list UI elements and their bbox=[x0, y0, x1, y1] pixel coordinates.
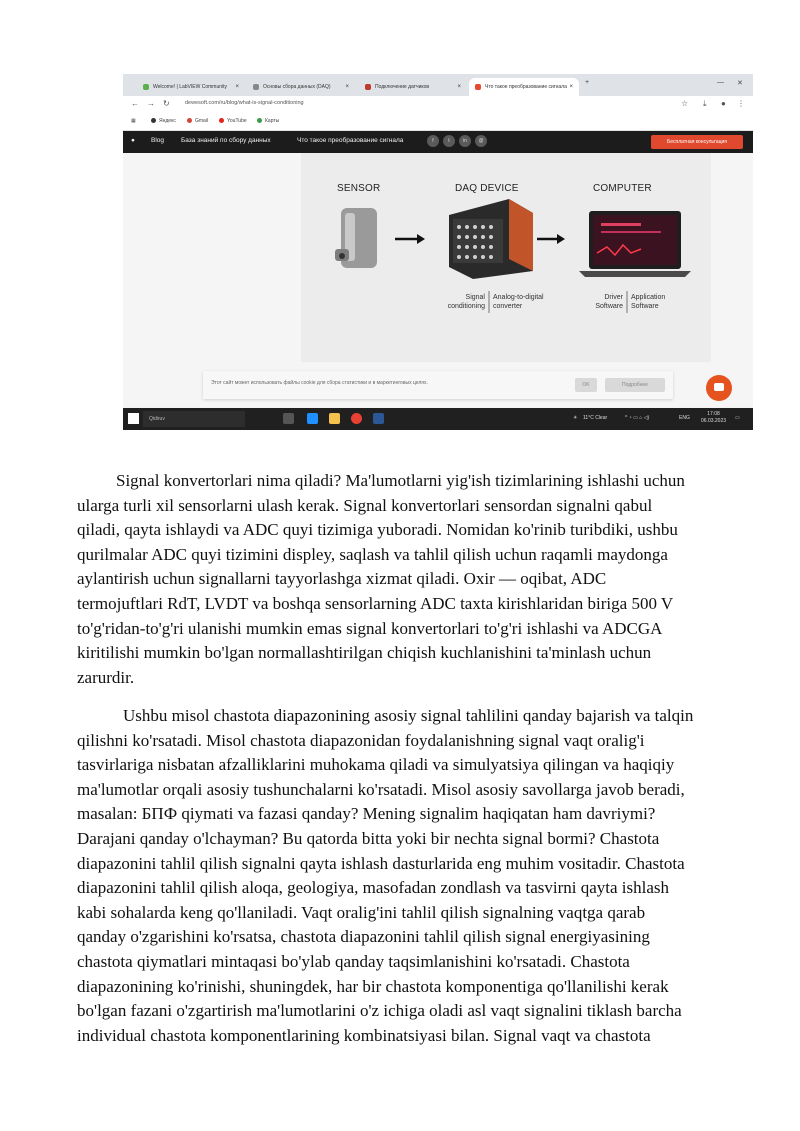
sensor-label: SENSOR bbox=[337, 183, 381, 194]
bookmark-item[interactable] bbox=[257, 118, 279, 124]
file-explorer-icon[interactable] bbox=[329, 413, 340, 424]
close-icon[interactable]: × bbox=[457, 84, 461, 90]
text-line: diapazonining ko'rinishi, shuningdek, har bir chastota komponentiga qo'llanilishi kerak bbox=[77, 976, 669, 996]
bookmark-label: Карты bbox=[265, 118, 280, 124]
text-line: termojuftlari RdT, LVDT va boshqa sensorlarning ADC taxta kirishlaridan biriga 500 V bbox=[77, 593, 674, 613]
tab-label: Подключение датчиков bbox=[375, 84, 430, 90]
text-line: Darajani qanday o'lchayman? Bu qatorda bitta yoki bir nechta signal bormi? Chastota bbox=[77, 828, 660, 848]
edge-icon[interactable] bbox=[307, 413, 318, 424]
browser-tab-bar bbox=[123, 74, 753, 96]
browser-tab-active[interactable] bbox=[469, 78, 579, 96]
tab-favicon-icon bbox=[365, 84, 371, 90]
cookie-more-button[interactable]: Подробнее bbox=[605, 378, 665, 392]
diagram-graphics bbox=[301, 153, 711, 362]
text-line: to'g'ridan-to'g'ri ulanishi mumkin emas signal konvertorlari to'g'ri ishlashi va ADCGA bbox=[77, 618, 663, 638]
consultation-button[interactable]: Бесплатная консультация bbox=[651, 135, 743, 149]
back-icon[interactable]: ← bbox=[131, 99, 139, 108]
text-line: aylantirish uchun signallarni tayyorlashga xizmat qiladi. Oxir — oqibat, ADC bbox=[77, 569, 607, 589]
text-line: tasvirlariga nisbatan afzalliklarini muhokama qiladi va simulyatsiya qilingan va haqiqiy bbox=[77, 755, 675, 775]
apps-icon[interactable]: ▦ bbox=[131, 118, 136, 124]
input-language[interactable]: ENG bbox=[679, 415, 690, 421]
adc-label bbox=[493, 293, 544, 311]
tab-label: Welcome! | LabVIEW Community bbox=[153, 84, 228, 90]
driver-software-label bbox=[583, 293, 623, 311]
page-content bbox=[123, 153, 753, 407]
browser-tab[interactable] bbox=[359, 78, 467, 96]
share-twitter-icon[interactable]: t bbox=[443, 135, 455, 147]
diagram-text: Driver bbox=[604, 294, 623, 301]
taskbar-search-placeholder: Qidiruv bbox=[149, 416, 165, 422]
weather-icon: ☀ bbox=[573, 415, 578, 421]
system-tray-icons[interactable]: ^ ◔ ▭ ⌂ ◁) bbox=[625, 415, 650, 421]
windows-start-icon[interactable] bbox=[128, 413, 139, 424]
text-line: bo'lgan fazani o'zgartirish ma'lumotlarini o'z ichiga oladi asl vaqt signalini tiklash barcha bbox=[77, 1001, 682, 1021]
close-icon[interactable]: × bbox=[345, 84, 349, 90]
text-line: diapazonini tahlil qilish signalni qayta ishlash dasturlarida eng muhim vositadir. Chastota bbox=[77, 853, 685, 873]
task-view-icon[interactable] bbox=[283, 413, 294, 424]
text-line: qilishni ko'rsatadi. Misol chastota diapazonidan foydalanishning signal vaqt oralig'i bbox=[77, 730, 645, 750]
new-tab-icon[interactable]: + bbox=[585, 79, 590, 86]
tab-label: Что такое преобразование сигнала bbox=[485, 84, 567, 90]
notifications-icon[interactable]: ▭ bbox=[735, 415, 740, 421]
clock-date: 06.03.2023 bbox=[701, 418, 727, 424]
application-software-label bbox=[631, 293, 665, 311]
bookmark-label: Яндекс bbox=[159, 118, 176, 124]
text-line: individual chastota komponentlarining kombinatsiyasi bilan. Signal vaqt va chastota bbox=[77, 1025, 651, 1045]
bookmarks-bar bbox=[123, 114, 753, 131]
text-line: ma'lumotlar orqali asosiy tushunchalarni ko'rsatadi. Misol asosiy savollarga javob beradi, bbox=[77, 779, 685, 799]
text-line: masalan: БПФ qiymati va fazasi qanday? Mening signalim haqiqatan ham davriymi? bbox=[77, 804, 656, 824]
bookmark-item[interactable] bbox=[187, 118, 208, 124]
arrow-icon bbox=[395, 234, 425, 244]
browser-tab[interactable] bbox=[247, 78, 355, 96]
minimize-icon[interactable]: — bbox=[717, 79, 724, 86]
tab-favicon-icon bbox=[475, 84, 481, 90]
text-line: qanday o'zgarishini ko'rsatsa, chastota diapazonini tahlil qilish signal energiyasining bbox=[77, 927, 650, 947]
text-line: qiladi, qayta ishlaydi va ADC quyi tizimiga yuboradi. Nomidan ko'rinib turibdiki, ushbu bbox=[77, 520, 678, 540]
cookie-banner bbox=[203, 371, 673, 399]
signal-conditioning-label bbox=[431, 293, 485, 311]
close-window-icon[interactable]: ✕ bbox=[737, 80, 743, 87]
cookie-ok-button[interactable]: OK bbox=[575, 378, 597, 392]
share-email-icon[interactable]: @ bbox=[475, 135, 487, 147]
close-icon[interactable]: × bbox=[235, 84, 239, 90]
nav-knowledge-base-link[interactable]: База знаний по сбору данных bbox=[181, 137, 271, 144]
text-line: Signal konvertorlari nima qiladi? Ma'lumotlarni yig'ish tizimlarining ishlashi uchun bbox=[116, 471, 685, 490]
computer-label: COMPUTER bbox=[593, 183, 652, 194]
bookmark-item[interactable] bbox=[219, 118, 247, 124]
daq-device-label: DAQ DEVICE bbox=[455, 183, 519, 194]
diagram-text: Software bbox=[631, 303, 659, 310]
diagram-text: converter bbox=[493, 303, 523, 310]
menu-icon[interactable]: ⋮ bbox=[737, 99, 745, 108]
sensor-image bbox=[335, 208, 377, 268]
chat-widget-icon[interactable] bbox=[706, 375, 732, 401]
close-icon[interactable]: × bbox=[569, 84, 573, 90]
bookmark-label: YouTube bbox=[227, 118, 247, 124]
diagram-text: Signal bbox=[465, 294, 485, 301]
windows-taskbar bbox=[123, 408, 753, 430]
forward-icon[interactable]: → bbox=[147, 99, 155, 108]
text-line: chastota qiymatlari mintaqasi bo'ylab qanday taqsimlanishini ko'rsatadi. Chastota bbox=[77, 951, 630, 971]
text-line: zarurdir. bbox=[77, 667, 135, 687]
diagram-text: Analog-to-digital bbox=[493, 294, 544, 301]
profile-icon[interactable]: ● bbox=[721, 99, 726, 108]
site-logo-icon[interactable]: ● bbox=[131, 137, 135, 144]
nav-blog-link[interactable]: Blog bbox=[151, 137, 165, 144]
reload-icon[interactable]: ↻ bbox=[163, 99, 170, 108]
paragraph-1 bbox=[77, 469, 757, 690]
diagram-text: conditioning bbox=[447, 303, 485, 310]
browser-tab[interactable] bbox=[137, 78, 245, 96]
daq-device-image bbox=[449, 199, 533, 279]
paragraph-2 bbox=[77, 704, 757, 1048]
embedded-screenshot bbox=[123, 74, 753, 430]
bookmark-item[interactable] bbox=[151, 118, 176, 124]
diagram-text: Software bbox=[595, 303, 623, 310]
text-line: Ushbu misol chastota diapazonining asosiy signal tahlilini qanday bajarish va talqin bbox=[123, 706, 694, 725]
text-line: kiritilishi mumkin bo'lgan normallashtirilgan chiqish kuchlanishini ta'minlash uchun bbox=[77, 643, 652, 663]
diagram-text: Application bbox=[631, 294, 666, 301]
tab-favicon-icon bbox=[253, 84, 259, 90]
chrome-icon[interactable] bbox=[351, 413, 362, 424]
url-field[interactable]: dewesoft.com/ru/blog/what-is-signal-conditioning bbox=[185, 100, 304, 106]
address-bar bbox=[123, 96, 753, 114]
nav-current-article[interactable]: Что такое преобразование сигнала bbox=[297, 137, 404, 144]
text-line: kabi sohalarda keng qo'llaniladi. Vaqt oralig'ini tahlil qilish signalning vaqtga qarab bbox=[77, 902, 646, 922]
text-line: qurilmalar ADC quyi tizimini displey, saqlash va tahlil qilish uchun raqamli maydonga bbox=[77, 544, 668, 564]
tab-favicon-icon bbox=[143, 84, 149, 90]
weather-status[interactable]: 11°C Clear bbox=[583, 415, 608, 421]
share-facebook-icon[interactable]: f bbox=[427, 135, 439, 147]
word-icon[interactable] bbox=[373, 413, 384, 424]
laptop-image bbox=[579, 211, 691, 277]
download-icon[interactable]: ⤓ bbox=[703, 99, 707, 108]
cookie-text: Этот сайт может использовать файлы cookie для сбора статистики и в маркетинговых целях. bbox=[211, 380, 428, 386]
text-line: diapazonini tahlil qilish aloqa, geologiya, masofadan zondlash va tasvirni qayta ishlash bbox=[77, 878, 670, 898]
taskbar-clock[interactable] bbox=[701, 411, 726, 425]
arrow-icon bbox=[537, 234, 565, 244]
taskbar-search[interactable] bbox=[143, 411, 245, 427]
text-line: ularga turli xil sensorlarni ulash kerak. Signal konvertorlari sensordan signalni qabul bbox=[77, 495, 653, 515]
bookmark-star-icon[interactable]: ☆ bbox=[681, 99, 689, 108]
bookmark-label: Gmail bbox=[195, 118, 209, 124]
clock-time: 17:08 bbox=[707, 411, 720, 417]
site-navigation bbox=[123, 131, 753, 153]
share-linkedin-icon[interactable]: in bbox=[459, 135, 471, 147]
tab-label: Основы сбора данных (DAQ) bbox=[263, 84, 331, 90]
daq-diagram bbox=[301, 153, 711, 362]
